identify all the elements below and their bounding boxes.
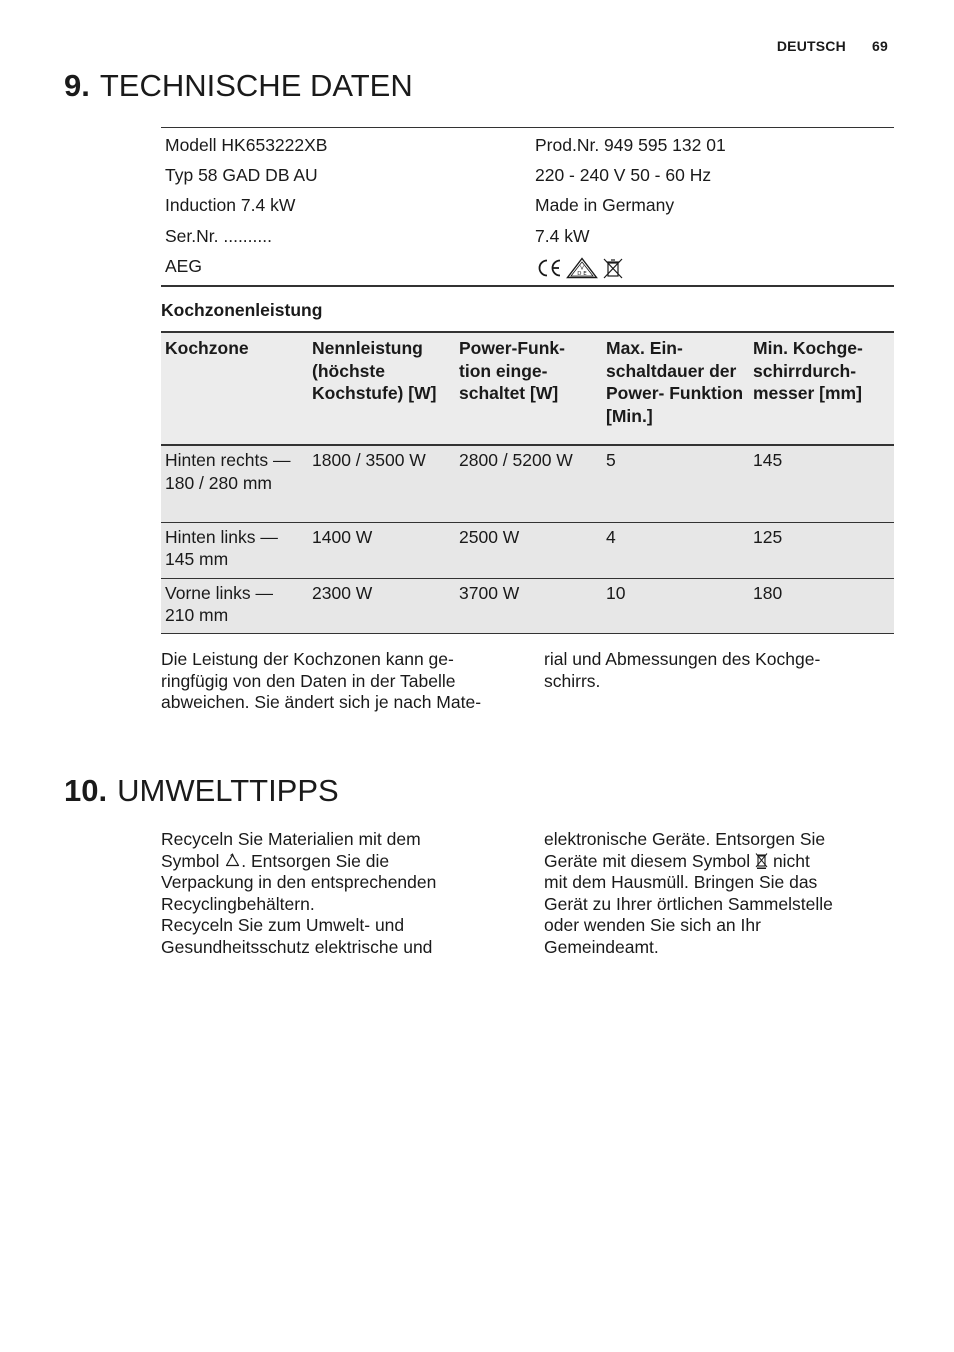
environment-text-right — [544, 829, 884, 958]
ce-mark-icon — [535, 257, 563, 279]
crossed-bin-icon — [755, 852, 768, 869]
environment-text-right-a: elektronische Geräte. Entsorgen Sie Geräte mit diesem Symbol — [544, 829, 826, 871]
table-row — [161, 522, 894, 578]
table-cell: 180 — [749, 578, 894, 633]
table-row — [161, 445, 894, 522]
section-10-number: 10. — [64, 773, 108, 808]
power-note-left: Die Leistung der Kochzonen kann ge- ringfügig von den Daten in der Tabelle abweichen. Sie ändert sich je nach Mate- — [161, 649, 482, 712]
page-number: 69 — [872, 38, 888, 54]
recycle-icon — [224, 853, 241, 869]
section-10-title: UMWELTTIPPS — [117, 773, 339, 808]
table-cell: 125 — [749, 522, 894, 578]
column-header: Power-Funk- tion einge- schaltet [W] — [455, 332, 602, 445]
cooking-zone-power-table — [161, 331, 894, 634]
column-header: Kochzone — [161, 332, 308, 445]
column-header: Max. Ein- schaltdauer der Power- Funktion [Min.] — [602, 332, 749, 445]
environment-text-left-b: . Entsorgen Sie die Verpackung in den entsprechenden Recyclingbehältern. Recyceln Sie zum Umwelt- und Gesundheitsschutz elektrische und — [161, 850, 437, 957]
svg-text:D E: D E — [577, 270, 587, 277]
environment-text-left — [161, 829, 531, 958]
table-cell: 4 — [602, 522, 749, 578]
table-cell: 2800 / 5200 W — [455, 445, 602, 522]
table-cell: 1800 / 3500 W — [308, 445, 455, 522]
spec-row — [161, 221, 894, 251]
rating-plate-table — [161, 127, 894, 287]
section-9-number: 9. — [64, 68, 90, 103]
spec-cell: 7.4 kW — [535, 225, 590, 246]
table-cell: 2500 W — [455, 522, 602, 578]
certification-marks — [535, 257, 625, 279]
spec-cell: Typ 58 GAD DB AU — [165, 165, 318, 186]
page-header — [777, 38, 888, 54]
spec-cell: AEG — [165, 256, 202, 277]
power-note-right: rial und Abmessungen des Kochge- schirrs. — [544, 649, 821, 691]
table-cell: 3700 W — [455, 578, 602, 633]
table-cell: 2300 W — [308, 578, 455, 633]
svg-text:V: V — [580, 265, 584, 272]
section-9-heading — [64, 68, 413, 104]
spec-row — [161, 130, 894, 160]
vde-mark-icon — [566, 257, 598, 279]
language-label: DEUTSCH — [776, 38, 846, 54]
spec-row — [161, 191, 894, 221]
spec-cell: 220 - 240 V 50 - 60 Hz — [535, 165, 712, 186]
table-cell: Hinten rechts —180 / 280 mm — [161, 445, 308, 522]
table-cell: 10 — [602, 578, 749, 633]
table-cell: 5 — [602, 445, 749, 522]
spec-row — [161, 252, 894, 282]
table-subtitle: Kochzonenleistung — [161, 300, 323, 320]
environment-text-left-a: Recyceln Sie Materialien mit dem Symbol — [161, 829, 421, 871]
table-cell: Hinten links —145 mm — [161, 522, 308, 578]
spec-cell: Induction 7.4 kW — [165, 195, 296, 216]
spec-cell: Prod.Nr. 949 595 132 01 — [535, 134, 726, 155]
spec-cell: Modell HK653222XB — [165, 134, 328, 155]
table-cell: Vorne links — 210 mm — [161, 578, 308, 633]
column-header: Nennleistung (höchste Kochstufe) [W] — [308, 332, 455, 445]
section-9-title: TECHNISCHE DATEN — [99, 68, 413, 103]
table-header-row — [161, 332, 894, 445]
column-header: Min. Kochge- schirrdurch- messer [mm] — [749, 332, 894, 445]
table-cell: 145 — [749, 445, 894, 522]
spec-cell: Ser.Nr. .......... — [165, 225, 272, 246]
crossed-bin-icon — [601, 257, 625, 279]
environment-text-right-b: nicht mit dem Hausmüll. Bringen Sie das Gerät zu Ihrer örtlichen Sammelstelle oder wenden Sie sich an Ihr Gemeindeamt. — [544, 850, 833, 957]
table-cell: 1400 W — [308, 522, 455, 578]
table-row — [161, 578, 894, 633]
spec-row — [161, 160, 894, 190]
certification-marks-cell — [532, 255, 894, 279]
section-10-heading — [64, 773, 339, 809]
spec-cell: Made in Germany — [535, 195, 675, 216]
